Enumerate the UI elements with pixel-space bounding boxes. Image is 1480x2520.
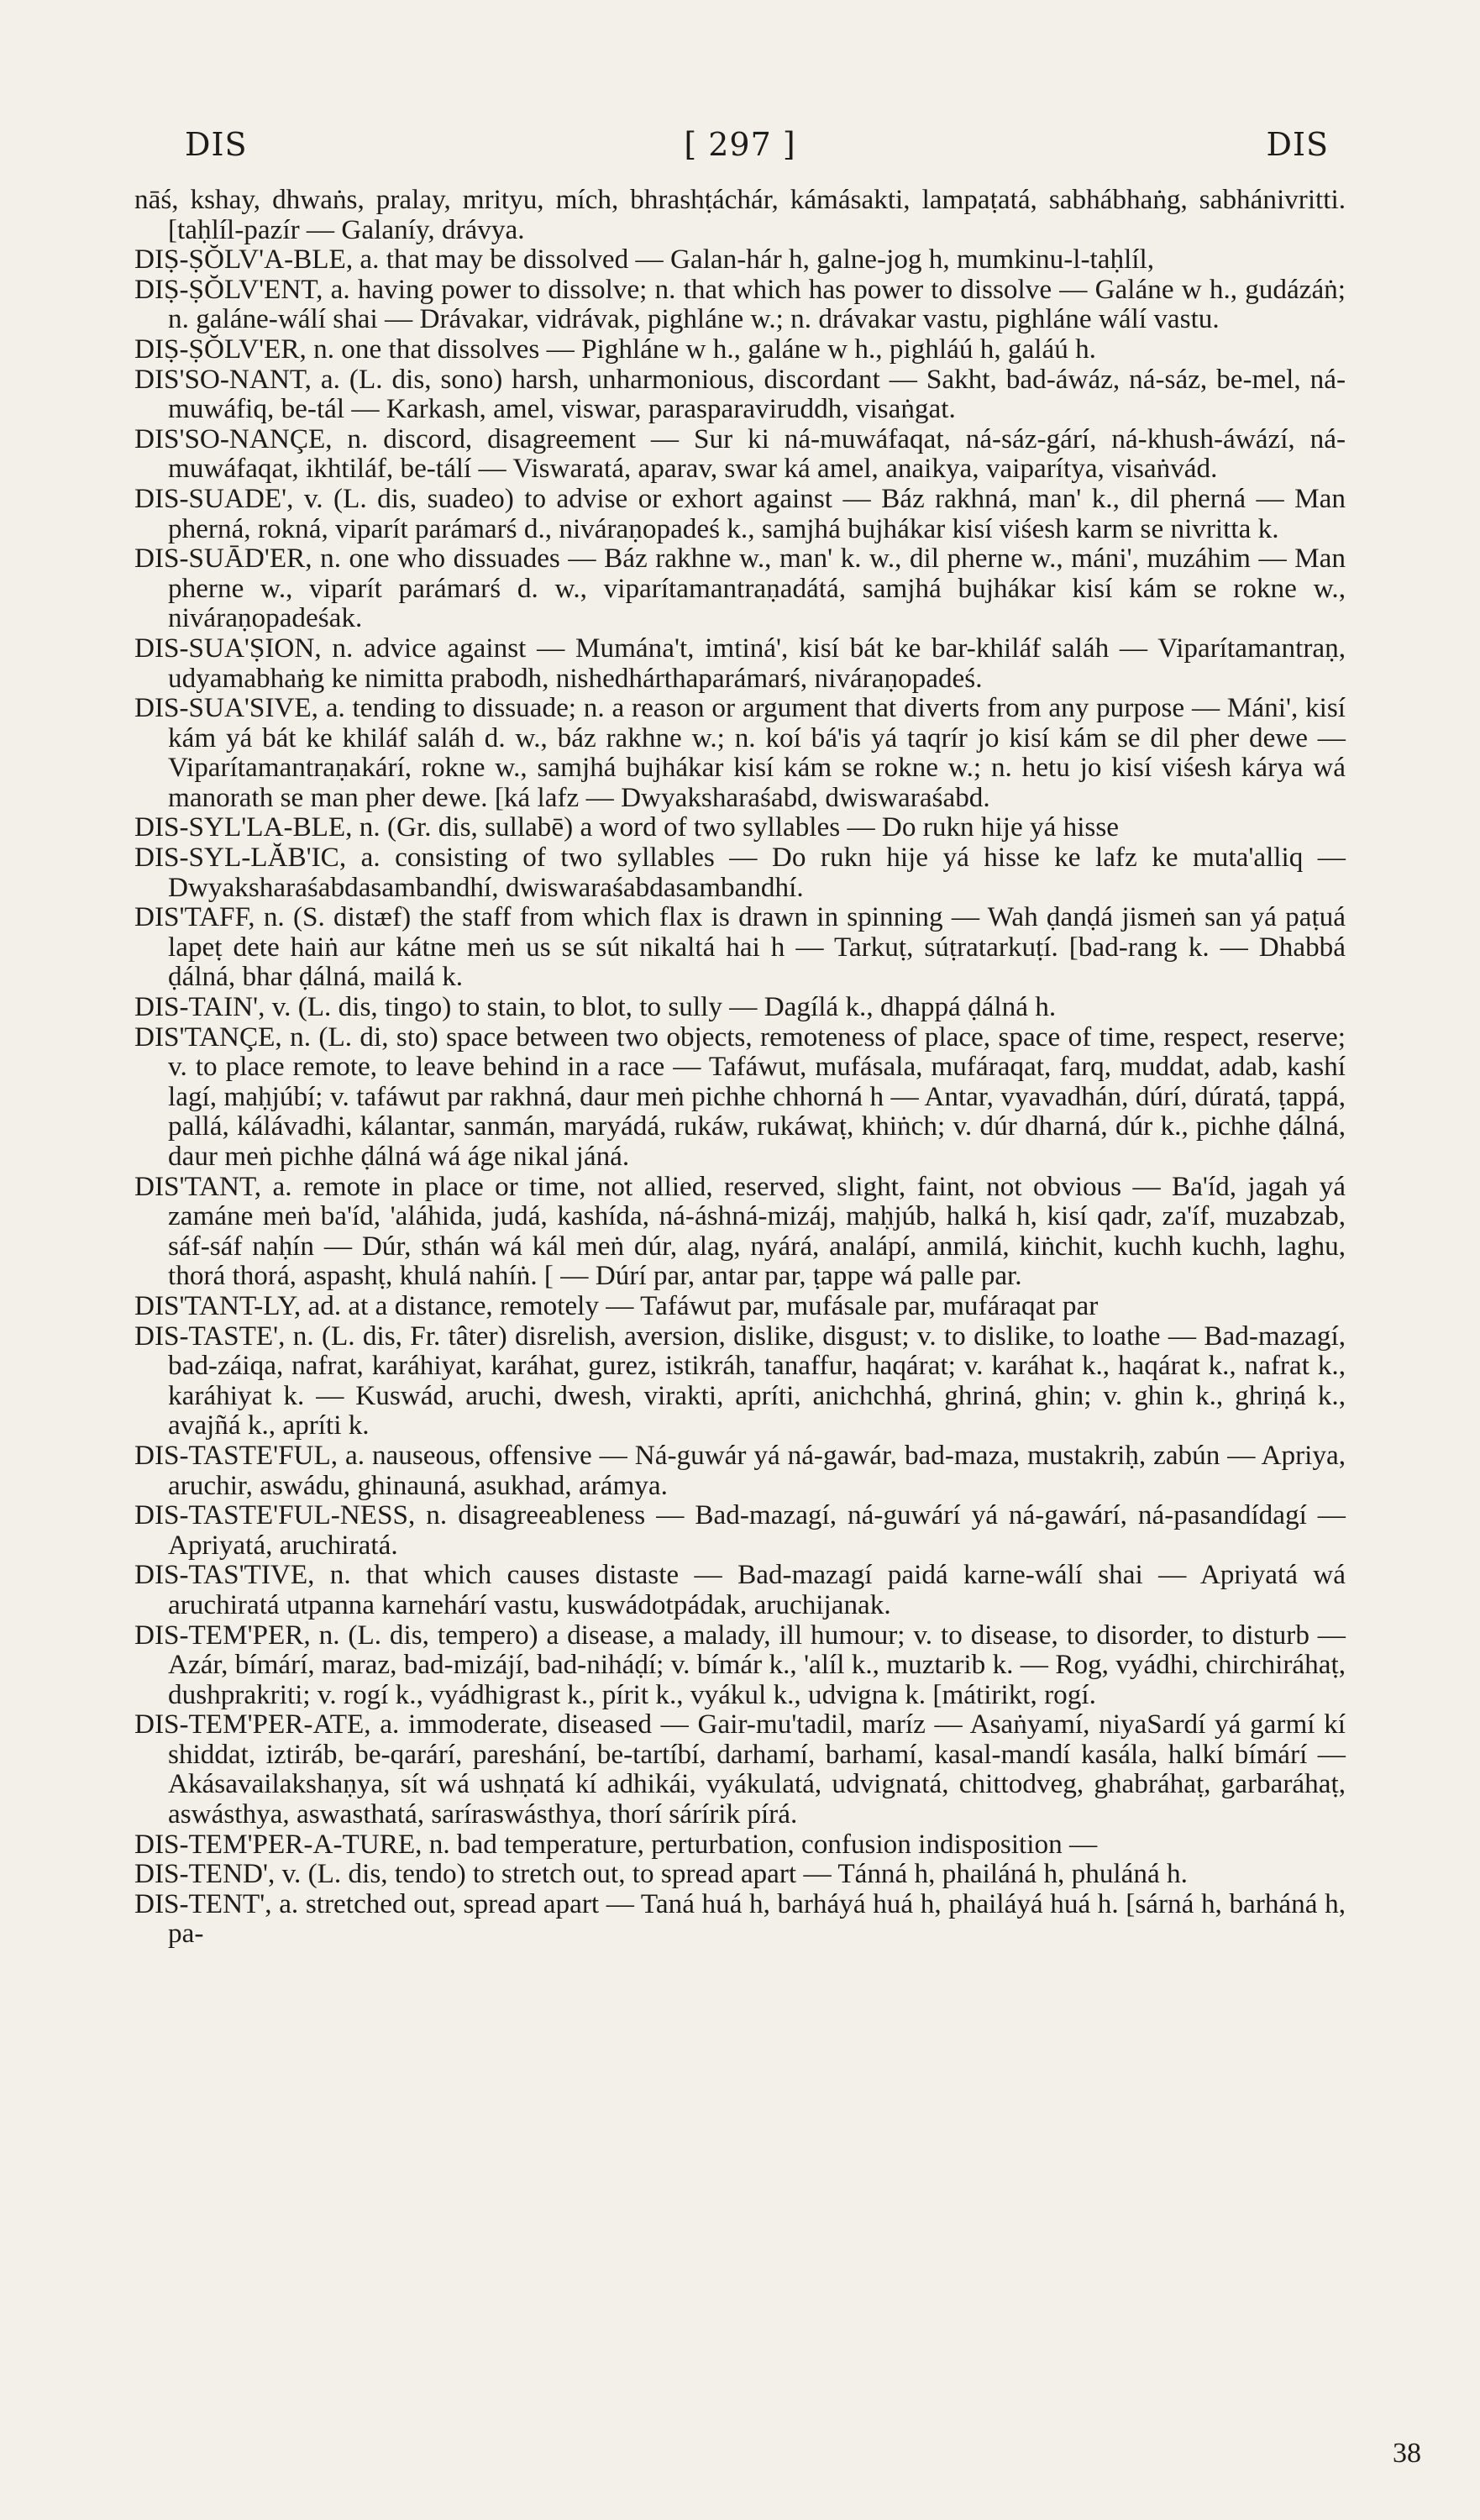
entry: DIS'TANT-LY, ad. at a distance, remotely — Tafáwut par, mufásale par, mufáraqat par [134,1289,1099,1321]
entry: DIS'TANÇE, n. (L. di, sto) space between two objects, remoteness of place, space of time, respect, reserve; v. to place remote, to leave behind in a race — Tafáwut, mufásala, mufáraqat, farq, muddat, adab, kashí lagí, maḥjúbí; v. tafáwut par rakhná, daur meṅ pichhe chhorná h — Antar, vyavadhán, dúrí, dúratá, ṭappá, pallá, kálávadhi, kálantar, sanmán, maryádá, rukáw, rukáwaṭ, khiṅch; v. dúr dharná, dúr k., pichhe ḍálná, daur meṅ pichhe ḍálná wá áge nikal jáná. [134,1021,1346,1172]
signature-mark: 38 [1393,2438,1421,2469]
entry: DIS-TASTE'FUL, a. nauseous, offensive — Ná-guwár yá ná-gawár, bad-maza, mustakriḥ, zabún — Apriya, aruchir, aswádu, ghinauná, asukhad, arámya. [134,1439,1346,1501]
entry: DIṢ-ṢŎLV'A-BLE, a. that may be dissolved — Galan-hár h, galne-jog h, mumkinu-l-taḥlíl, [134,244,1155,276]
entry: DIṢ-ṢŎLV'ENT, a. having power to dissolve; n. that which has power to dissolve — Galáne w h., gudázáṅ; n. galáne-wálí shai — Drávakar, vidrávak, pighláne w.; n. drávakar vastu, pighláne wálí vastu. [134,273,1346,335]
entry: DIS-SUADE', v. (L. dis, suadeo) to advise or exhort against — Báz rakhná, man' k., dil pherná — Man pherná, rokná, viparít parámarś d., niváraṇopadeś k., samjhá bujhákar kisí viśesh karm se nivritta k. [134,482,1346,544]
entry: DIS-SUA'ṢION, n. advice against — Mumána't, imtiná', kisí bát ke bar-khiláf saláh — Viparítamantraṇ, udyamabhaṅg ke nimitta prabodh, nishedhárthaparámarś, niváraṇopadeś. [134,632,1346,694]
entry: DIS-TEND', v. (L. dis, tendo) to stretch out, to spread apart — Tánná h, phailáná h, phuláná h. [134,1858,1188,1890]
entry: DIS-TASTE', n. (L. dis, Fr. tâter) disrelish, aversion, dislike, disgust; v. to dislike, to loathe — Bad-mazagí, bad-záiqa, nafrat, karáhiyat, karáhat, gurez, istikráh, tanaffur, haqárat; v. karáhat k., haqárat k., nafrat k., karáhiyat k. — Kuswád, aruchi, dwesh, virakti, apríti, anichchhá, ghriná, ghin; v. ghin k., ghriṇá k., avajñá k., apríti k. [134,1320,1346,1441]
entry: DIS-TAIN', v. (L. dis, tingo) to stain, to blot, to sully — Dagílá k., dhappá ḍálná h. [134,991,1057,1023]
entry: DIS-SYL'LA-BLE, n. (Gr. dis, sullabē) a word of two syllables — Do rukn hije yá hisse [134,811,1119,843]
entry: DIS-TEM'PER-ATE, a. immoderate, diseased — Gair-mu'tadil, maríz — Asaṅyamí, niyaSardí yá garmí kí shiddat, iztiráb, be-qarárí, pareshání, be-tartíbí, darhamí, barhamí, kasal-mandí kasála, halkí bímárí — Akásavailakshaṇya, sít wá ushṇatá kí adhikái, vyákulatá, udvignatá, chittodveg, ghabráhaṭ, garbaráhaṭ, aswásthya, aswasthatá, saríraswásthya, thorí sárírik pírá. [134,1709,1346,1830]
entry: DIS-SYL-LĂB'IC, a. consisting of two syllables — Do rukn hije yá hisse ke lafz ke muta'alliq — Dwyaksharaśabdasambandhí, dwiswaraśabdasambandhí. [134,842,1346,903]
header-left-guideword: DIS [185,126,248,163]
entry: DIS'TANT, a. remote in place or time, not allied, reserved, slight, faint, not obvious — Ba'íd, jagah yá zamáne meṅ ba'íd, 'aláhida, judá, kashída, ná-áshná-mizáj, maḥjúb, halká h, kisí qadr, za'íf, muzabzab, sáf-sáf naḥín — Dúr, sthán wá kál meṅ dúr, alag, nyárá, analápí, anmilá, kiṅchit, kuchh kuchh, laghu, thorá thorá, aspashṭ, khulá nahíṅ. [ — Dúrí par, antar par, ṭappe wá palle par. [134,1170,1346,1292]
entry: DIS'SO-NANÇE, n. discord, disagreement — Sur ki ná-muwáfaqat, ná-sáz-gárí, ná-khush-áwází, ná-muwáfaqat, ikhtiláf, be-tálí — Viswaratá, aparav, swar ká amel, anaikya, vaiparítya, visaṅvád. [134,423,1346,485]
entry: DIS-SUĀD'ER, n. one who dissuades — Báz rakhne w., man' k. w., dil pherne w., máni', muzáhim — Man pherne w., viparít parámarś d. w., viparítamantraṇadátá, samjhá bujhákar kisí kám se rokne w., niváraṇopadeśak. [134,543,1346,634]
entry: DIS'SO-NANT, a. (L. dis, sono) harsh, unharmonious, discordant — Sakht, bad-áwáz, ná-sáz, be-mel, ná-muwáfiq, be-tál — Karkash, amel, viswar, parasparaviruddh, visaṅgat. [134,363,1346,425]
entry: DIṢ-ṢŎLV'ER, n. one that dissolves — Pighláne w h., galáne w h., pighláú h, galáú h. [134,333,1096,365]
page-number: [ 297 ] [684,126,796,163]
dictionary-entries [134,185,1346,1949]
entry: DIS-TEM'PER-A-TURE, n. bad temperature, perturbation, confusion indisposition — [134,1828,1098,1860]
entry: DIS-SUA'SIVE, a. tending to dissuade; n. a reason or argument that diverts from any purpose — Máni', kisí kám yá bát ke khiláf saláh d. w., báz rakhne w.; n. koí bá'is yá taqrír jo kisí kám se dil pher dewe — Viparítamantraṇakárí, rokne w., samjhá bujhákar kisí kám se rokne w.; n. hetu jo kisí viśesh kárya wá manorath se man pher dewe. [ká lafz — Dwyaksharaśabd, dwiswaraśabd. [134,692,1346,813]
entry: DIS-TASTE'FUL-NESS, n. disagreeableness — Bad-mazagí, ná-guwárí yá ná-gawárí, ná-pasandídagí — Apriyatá, aruchiratá. [134,1499,1346,1561]
entry: DIS-TEM'PER, n. (L. dis, tempero) a disease, a malady, ill humour; v. to disease, to disorder, to disturb — Azár, bímárí, maraz, bad-mizájí, bad-niháḍí; v. bímár k., 'alíl k., muztarib k. — Rog, vyádhi, chirchiráhaṭ, dushprakriti; v. rogí k., vyádhigrast k., pírit k., vyákul k., udvigna k. [mátirikt, rogí. [134,1619,1346,1710]
entry: DIS'TAFF, n. (S. distæf) the staff from which flax is drawn in spinning — Wah ḍanḍá jismeṅ san yá paṭuá lapeṭ dete haiṅ aur kátne meṅ us se sút nikaltá hai h — Tarkuṭ, súṭratarkuṭí. [bad-rang k. — Dhabbá ḍálná, bhar ḍálná, mailá k. [134,901,1346,993]
entry: DIS-TAS'TIVE, n. that which causes distaste — Bad-mazagí paidá karne-wálí shai — Apriyatá wá aruchiratá utpanna karnehárí vastu, kuswádotpádak, aruchijanak. [134,1559,1346,1620]
page-header [134,126,1346,185]
entry: DIS-TENT', a. stretched out, spread apart — Taná huá h, barháyá huá h, phailáyá huá h. [sárná h, barháná h, pa- [134,1887,1346,1950]
header-right-guideword: DIS [1266,126,1329,163]
entry: nāś, kshay, dhwaṅs, pralay, mrityu, mích, bhrashṭáchár, kámásakti, lampaṭatá, sabhábhaṅg, sabhánivritti. [taḥlíl-pazír — Galaníy, drávya. [134,184,1346,245]
